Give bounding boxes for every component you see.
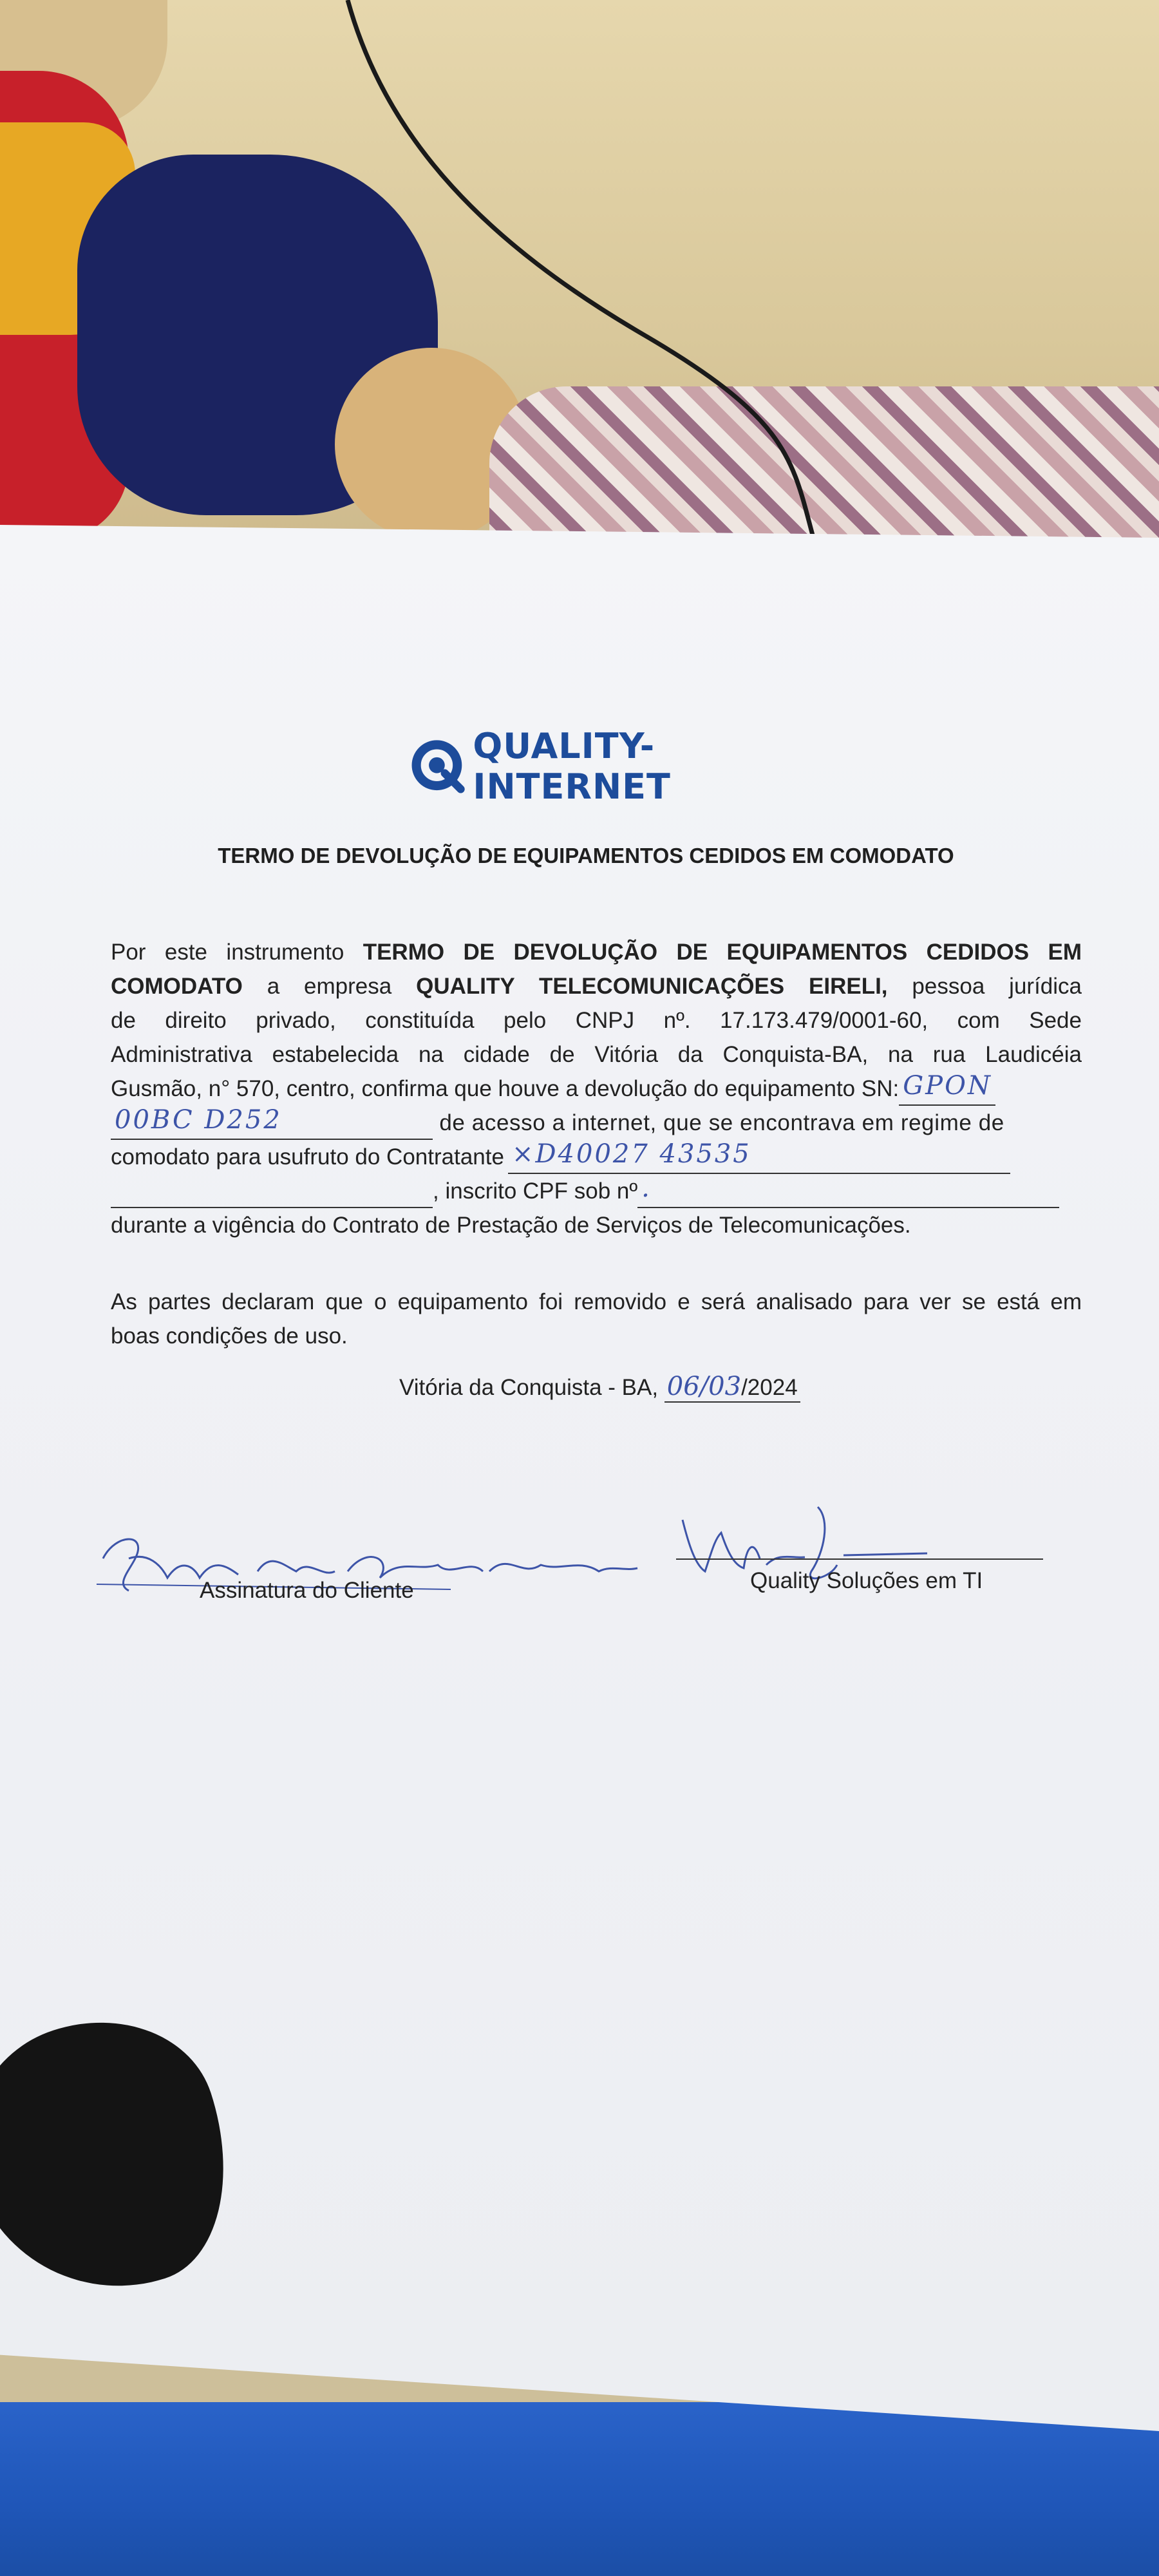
handwritten-serial-1: GPON (903, 1071, 992, 1101)
text-segment-bold: TERMO DE DEVOLUÇÃO DE EQUIPAMENTOS CEDIDOS EM (363, 940, 1082, 965)
paragraph-line-8 (111, 1174, 1082, 1208)
paragraph-line-7 (111, 1140, 1082, 1174)
company-signature-label: Quality Soluções em TI (750, 1568, 983, 1593)
background-cable (0, 0, 1159, 580)
text-segment: Por este instrumento (111, 940, 363, 965)
text-segment: , inscrito CPF sob nº (433, 1179, 638, 1204)
company-logo (410, 726, 809, 807)
document-title: TERMO DE DEVOLUÇÃO DE EQUIPAMENTOS CEDIDOS EM COMODATO (218, 844, 954, 867)
paragraph-line-1 (111, 935, 1082, 969)
contractant-blank (508, 1139, 1010, 1174)
text-segment: comodato para usufruto do Contratante (111, 1144, 504, 1170)
serial-blank-2 (111, 1105, 433, 1140)
paragraph-main (111, 935, 1082, 1242)
company-signature-line (676, 1558, 1043, 1560)
logo-text: QUALITY-INTERNET (473, 726, 671, 807)
contractant-name-blank (111, 1181, 433, 1208)
handwritten-date: 06/03 (666, 1372, 742, 1401)
paragraph-line-4: Administrativa estabelecida na cidade de Vitória da Conquista-BA, na rua Laudicéia (111, 1042, 1082, 1067)
text-segment: a empresa (242, 974, 417, 999)
text-segment: de acesso a internet, que se encontrava em regime de (433, 1110, 1004, 1135)
paragraph-line-6 (111, 1106, 1082, 1140)
background-cloth (0, 2402, 1159, 2576)
declaration-line-1: As partes declaram que o equipamento foi removido e será analisado para ver se está em (111, 1289, 1082, 1314)
date-line (399, 1372, 800, 1403)
paragraph-line-9: durante a vigência do Contrato de Prestação de Serviços de Telecomunicações. (111, 1213, 911, 1238)
serial-blank-1 (899, 1071, 995, 1106)
date-city: Vitória da Conquista - BA, (399, 1375, 664, 1400)
paragraph-line-5 (111, 1072, 1082, 1106)
paragraph-declaration (111, 1285, 1082, 1353)
paragraph-line-3: de direito privado, constituída pelo CNPJ nº. 17.173.479/0001-60, com Sede (111, 1008, 1082, 1033)
text-segment-bold: COMODATO (111, 974, 243, 999)
client-signature-label: Assinatura do Cliente (200, 1578, 414, 1603)
company-name: QUALITY TELECOMUNICAÇÕES EIRELI, (416, 974, 888, 999)
text-segment: Gusmão, n° 570, centro, confirma que houve a devolução do equipamento SN: (111, 1076, 900, 1101)
handwritten-cpf: . (641, 1173, 652, 1203)
handwritten-contractant: ×D40027 43535 (511, 1139, 751, 1169)
date-value (664, 1372, 800, 1403)
cpf-blank (637, 1173, 1059, 1208)
signature-area (0, 1481, 1159, 1623)
handwritten-serial-2: 00BC D252 (115, 1105, 282, 1135)
date-year: /2024 (741, 1375, 798, 1400)
declaration-line-2: boas condições de uso. (111, 1323, 348, 1349)
paragraph-line-2 (111, 969, 1082, 1003)
text-segment: pessoa jurídica (887, 974, 1082, 999)
quality-logo-icon (410, 734, 466, 799)
